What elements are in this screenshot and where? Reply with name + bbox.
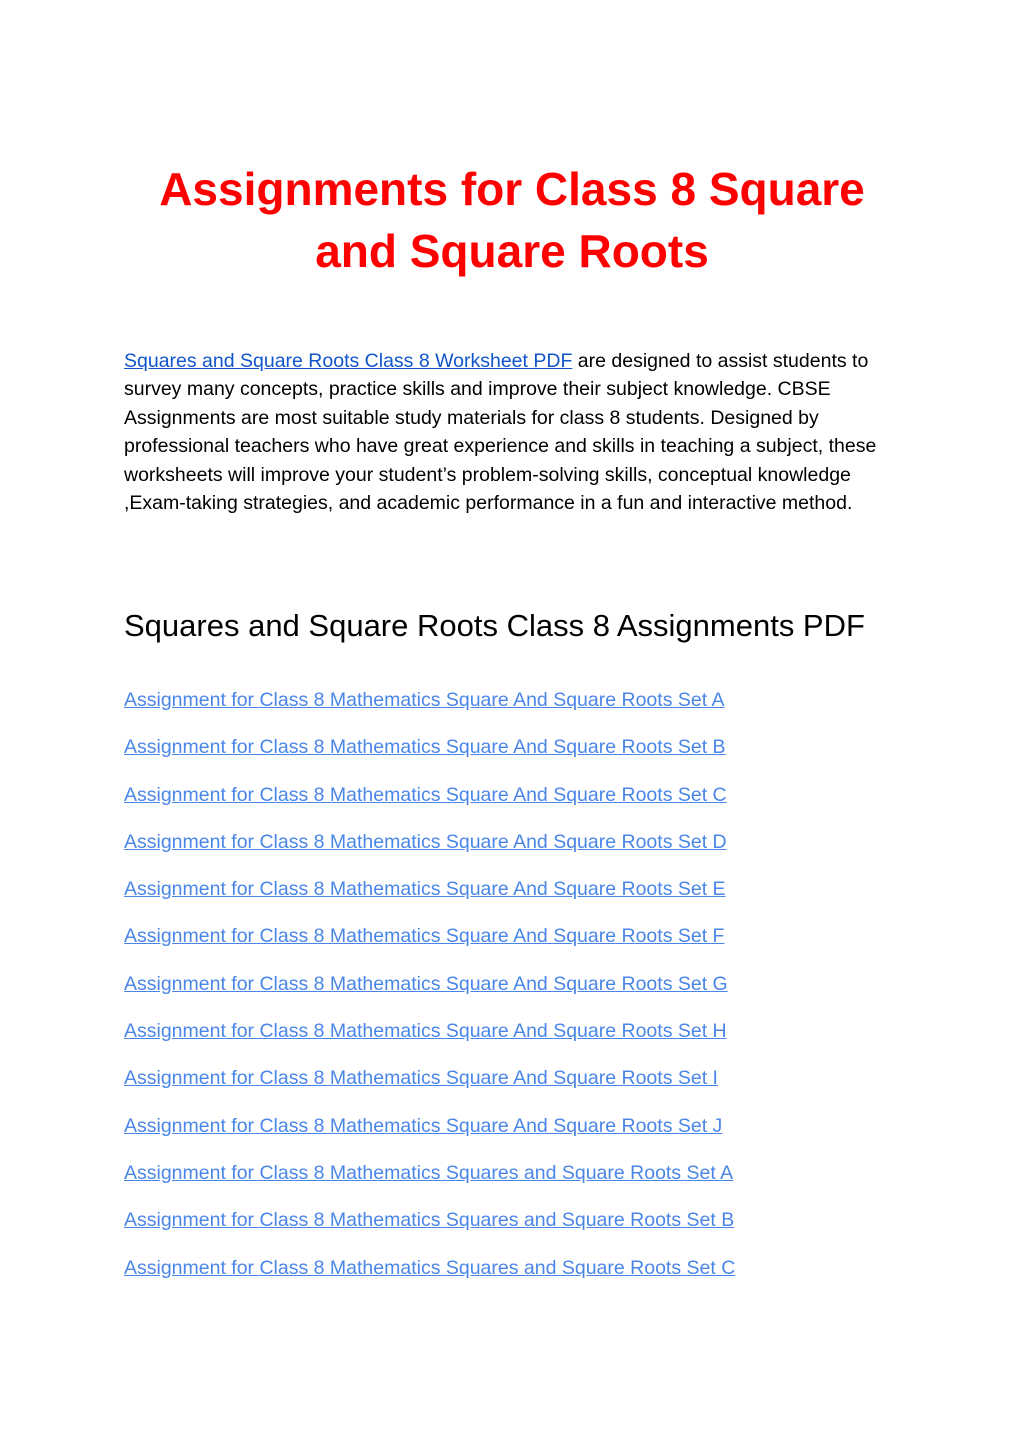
document-title: Assignments for Class 8 Square and Square Roots <box>159 163 865 277</box>
assignment-link[interactable]: Assignment for Class 8 Mathematics Square And Square Roots Set G <box>124 972 728 995</box>
list-item <box>124 922 924 969</box>
list-item <box>124 1112 924 1159</box>
assignment-link[interactable]: Assignment for Class 8 Mathematics Square And Square Roots Set E <box>124 878 726 901</box>
assignment-link[interactable]: Assignment for Class 8 Mathematics Square And Square Roots Set A <box>124 689 725 711</box>
assignment-link[interactable]: Assignment for Class 8 Mathematics Square And Square Roots Set B <box>124 736 726 759</box>
assignment-link[interactable]: Assignment for Class 8 Mathematics Squares and Square Roots Set C <box>124 1256 736 1279</box>
assignment-link[interactable]: Assignment for Class 8 Mathematics Square And Square Roots Set D <box>124 830 727 853</box>
list-item <box>124 1254 924 1301</box>
intro-paragraph <box>124 347 900 517</box>
assignment-link[interactable]: Assignment for Class 8 Mathematics Squares and Square Roots Set B <box>124 1209 735 1232</box>
worksheet-pdf-link[interactable]: Squares and Square Roots Class 8 Worksheet PDF <box>124 350 573 372</box>
assignment-link[interactable]: Assignment for Class 8 Mathematics Squares and Square Roots Set A <box>124 1161 734 1184</box>
list-item <box>124 875 924 922</box>
list-item <box>124 733 924 780</box>
list-item <box>124 781 924 828</box>
assignment-link[interactable]: Assignment for Class 8 Mathematics Square And Square Roots Set F <box>124 925 725 948</box>
assignment-link[interactable]: Assignment for Class 8 Mathematics Square And Square Roots Set H <box>124 1020 727 1043</box>
list-item <box>124 1017 924 1064</box>
list-item <box>124 1159 924 1206</box>
assignment-link[interactable]: Assignment for Class 8 Mathematics Square And Square Roots Set C <box>124 783 727 806</box>
list-item <box>124 1064 924 1111</box>
intro-text: are designed to assist students to survey many concepts, practice skills and improve their subject knowledge. CBSE Assignments are most suitable study materials for class 8 students. Designed by professional teachers who have great experience and skills in teaching a subject, these worksheets will improve your student’s problem-solving skills, conceptual knowledge ,Exam-taking strategies, and academic performance in a fun and interactive method. <box>124 350 877 515</box>
assignment-link-list <box>124 686 924 1301</box>
assignment-link[interactable]: Assignment for Class 8 Mathematics Square And Square Roots Set I <box>124 1067 718 1090</box>
assignment-link[interactable]: Assignment for Class 8 Mathematics Square And Square Roots Set J <box>124 1114 723 1137</box>
section-heading: Squares and Square Roots Class 8 Assignments PDF <box>124 608 865 643</box>
list-item <box>124 828 924 875</box>
list-item <box>124 686 924 733</box>
list-item <box>124 1206 924 1253</box>
list-item <box>124 970 924 1017</box>
